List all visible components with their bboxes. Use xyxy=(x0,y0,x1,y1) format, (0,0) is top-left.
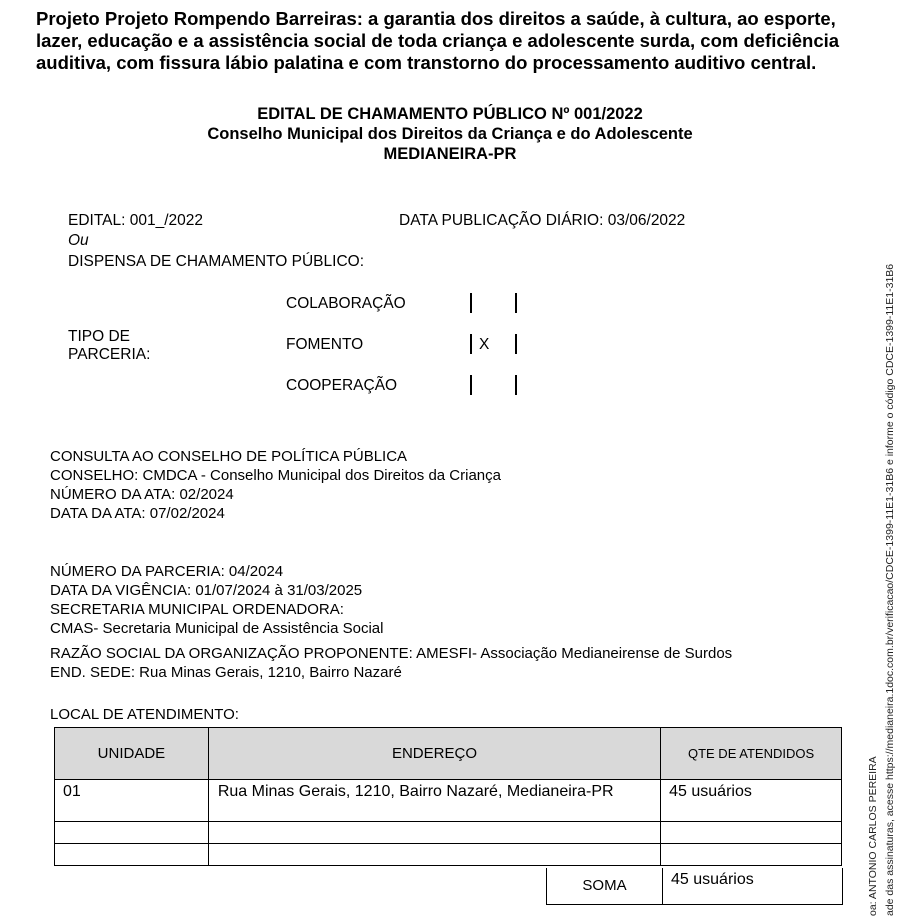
table-header-row xyxy=(55,728,842,780)
option-fomento: FOMENTO xyxy=(286,336,364,353)
dispensa-label: DISPENSA DE CHAMAMENTO PÚBLICO: xyxy=(68,253,364,270)
checkbox-left-bar xyxy=(470,334,472,354)
option-colaboracao: COLABORAÇÃO xyxy=(286,295,406,312)
soma-label: SOMA xyxy=(582,877,627,894)
option-fomento-mark: X xyxy=(479,336,490,353)
cell-endereco: Rua Minas Gerais, 1210, Bairro Nazaré, Medianeira-PR xyxy=(208,780,660,822)
signer-name: oa: ANTONIO CARLOS PEREIRA xyxy=(867,756,879,916)
option-cooperacao: COOPERAÇÃO xyxy=(286,377,398,394)
council-name: Conselho Municipal dos Direitos da Criança e do Adolescente xyxy=(207,125,693,143)
local-table xyxy=(54,727,842,866)
header-endereco: ENDEREÇO xyxy=(208,728,660,780)
cell-qte xyxy=(661,844,842,866)
razao-social: RAZÃO SOCIAL DA ORGANIZAÇÃO PROPONENTE: AMESFI- Associação Medianeirense de Surdos xyxy=(50,645,733,662)
checkbox-left-bar xyxy=(470,375,472,395)
numero-parceria: NÚMERO DA PARCERIA: 04/2024 xyxy=(50,563,284,580)
data-vigencia: DATA DA VIGÊNCIA: 01/07/2024 à 31/03/2025 xyxy=(50,582,363,599)
cell-endereco xyxy=(208,822,660,844)
secretaria-label: SECRETARIA MUNICIPAL ORDENADORA: xyxy=(50,601,344,618)
cell-qte xyxy=(661,822,842,844)
cell-unidade xyxy=(55,822,209,844)
project-title: Projeto Projeto Rompendo Barreiras: a garantia dos direitos a saúde, à cultura, ao esporte, lazer, educação e a assistência social de toda criança e adolescente surda, com deficiência auditiva, com fissura lábio palatina e com transtorno do processamento auditivo central. xyxy=(36,8,840,73)
publication-date: DATA PUBLICAÇÃO DIÁRIO: 03/06/2022 xyxy=(399,212,686,229)
consulta-title: CONSULTA AO CONSELHO DE POLÍTICA PÚBLICA xyxy=(50,448,408,465)
soma-value: 45 usuários xyxy=(671,871,754,888)
checkbox-right-bar xyxy=(515,334,517,354)
soma-value-cell xyxy=(661,868,843,905)
table-row xyxy=(55,822,842,844)
soma-label-cell xyxy=(546,868,663,905)
city-name: MEDIANEIRA-PR xyxy=(383,145,517,163)
edital-number: EDITAL: 001_/2022 xyxy=(68,212,203,229)
header-qte: QTE DE ATENDIDOS xyxy=(661,728,842,780)
checkbox-right-bar xyxy=(515,293,517,313)
cell-unidade xyxy=(55,844,209,866)
checkbox-right-bar xyxy=(515,375,517,395)
partnership-type-label: TIPO DE PARCERIA: xyxy=(68,328,151,363)
cell-endereco xyxy=(208,844,660,866)
checkbox-left-bar xyxy=(470,293,472,313)
table-row xyxy=(55,844,842,866)
edital-heading: EDITAL DE CHAMAMENTO PÚBLICO Nº 001/2022 xyxy=(257,105,643,123)
numero-ata: NÚMERO DA ATA: 02/2024 xyxy=(50,486,234,503)
header-unidade: UNIDADE xyxy=(55,728,209,780)
secretaria-name: CMAS- Secretaria Municipal de Assistência Social xyxy=(50,620,384,637)
cell-qte: 45 usuários xyxy=(661,780,842,822)
cell-unidade: 01 xyxy=(55,780,209,822)
verification-note: ade das assinaturas, acesse https://medianeira.1doc.com.br/verificacao/CDCE-1399-11E1-31B6 e informe o código CDCE-1399-11E1-31B6 xyxy=(884,263,896,916)
conselho-line: CONSELHO: CMDCA - Conselho Municipal dos Direitos da Criança xyxy=(50,467,501,484)
table-row xyxy=(55,780,842,822)
or-label: Ou xyxy=(68,232,89,249)
data-ata: DATA DA ATA: 07/02/2024 xyxy=(50,505,225,522)
local-title: LOCAL DE ATENDIMENTO: xyxy=(50,706,239,723)
end-sede: END. SEDE: Rua Minas Gerais, 1210, Bairro Nazaré xyxy=(50,664,402,681)
